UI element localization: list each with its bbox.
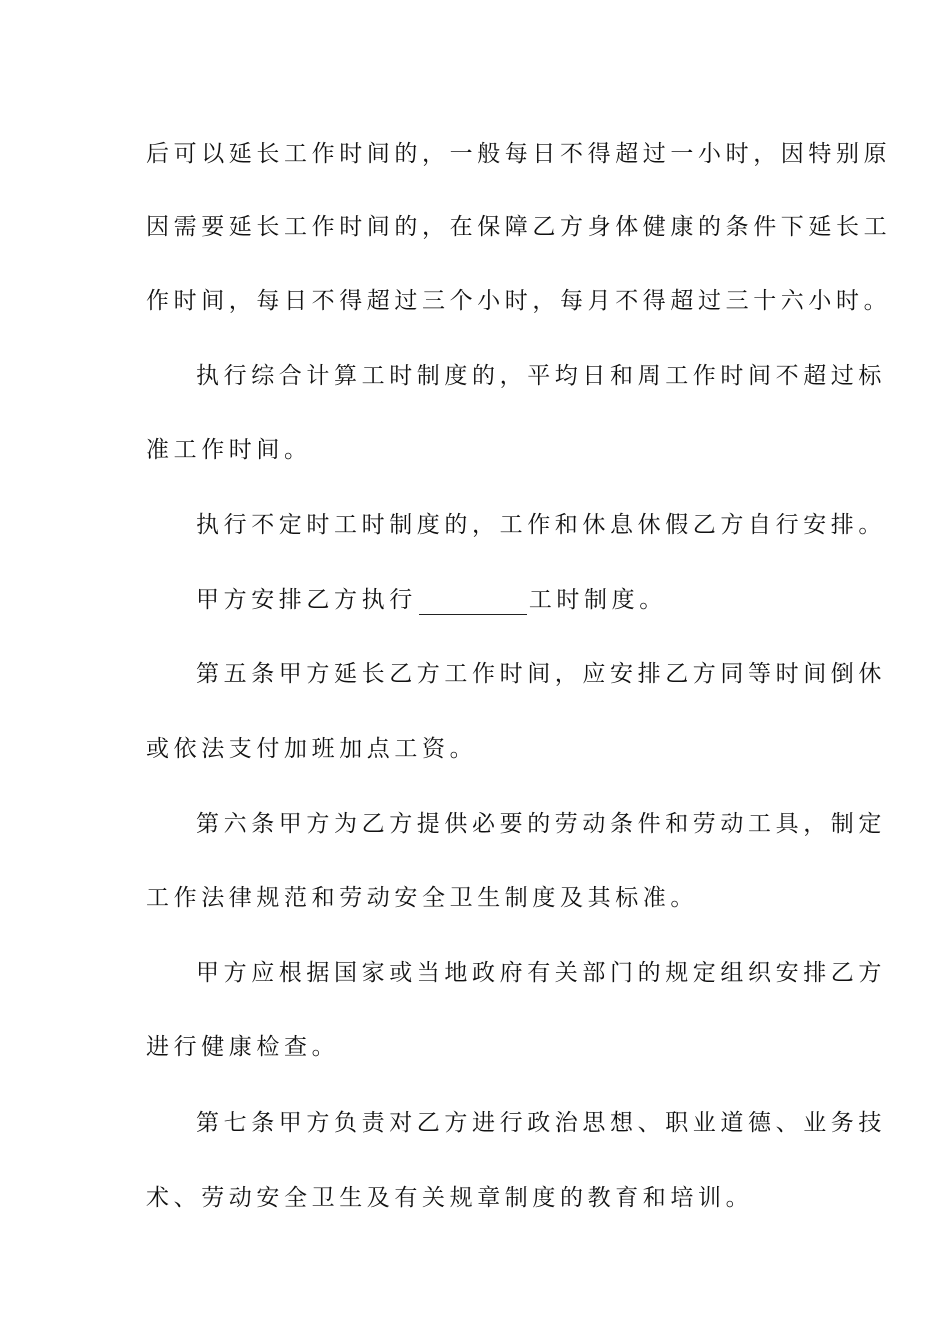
paragraph-line: 第六条甲方为乙方提供必要的劳动条件和劳动工具，制定 bbox=[196, 811, 886, 837]
paragraph-line: 执行综合计算工时制度的，平均日和周工作时间不超过标 bbox=[196, 363, 886, 389]
paragraph-line: 第五条甲方延长乙方工作时间，应安排乙方同等时间倒休 bbox=[196, 661, 886, 687]
paragraph-line: 因需要延长工作时间的，在保障乙方身体健康的条件下延长工 bbox=[146, 214, 892, 240]
blank-underline bbox=[419, 588, 527, 615]
paragraph-line: 进行健康检查。 bbox=[146, 1034, 340, 1060]
paragraph-line: 作时间，每日不得超过三个小时，每月不得超过三十六小时。 bbox=[146, 288, 892, 314]
paragraph-line: 或依法支付加班加点工资。 bbox=[146, 736, 478, 762]
fill-in-suffix: 工时制度。 bbox=[528, 587, 667, 613]
paragraph-line: 甲方应根据国家或当地政府有关部门的规定组织安排乙方 bbox=[196, 960, 886, 986]
fill-in-line bbox=[196, 585, 806, 615]
paragraph-line: 工作法律规范和劳动安全卫生制度及其标准。 bbox=[146, 885, 698, 911]
paragraph-line: 执行不定时工时制度的，工作和休息休假乙方自行安排。 bbox=[196, 512, 886, 538]
paragraph-line: 准工作时间。 bbox=[146, 437, 312, 463]
paragraph-line: 术、劳动安全卫生及有关规章制度的教育和培训。 bbox=[146, 1185, 754, 1211]
paragraph-line: 第七条甲方负责对乙方进行政治思想、职业道德、业务技 bbox=[196, 1110, 886, 1136]
fill-in-prefix: 甲方安排乙方执行 bbox=[196, 587, 417, 613]
paragraph-line: 后可以延长工作时间的，一般每日不得超过一小时，因特别原 bbox=[146, 141, 892, 167]
